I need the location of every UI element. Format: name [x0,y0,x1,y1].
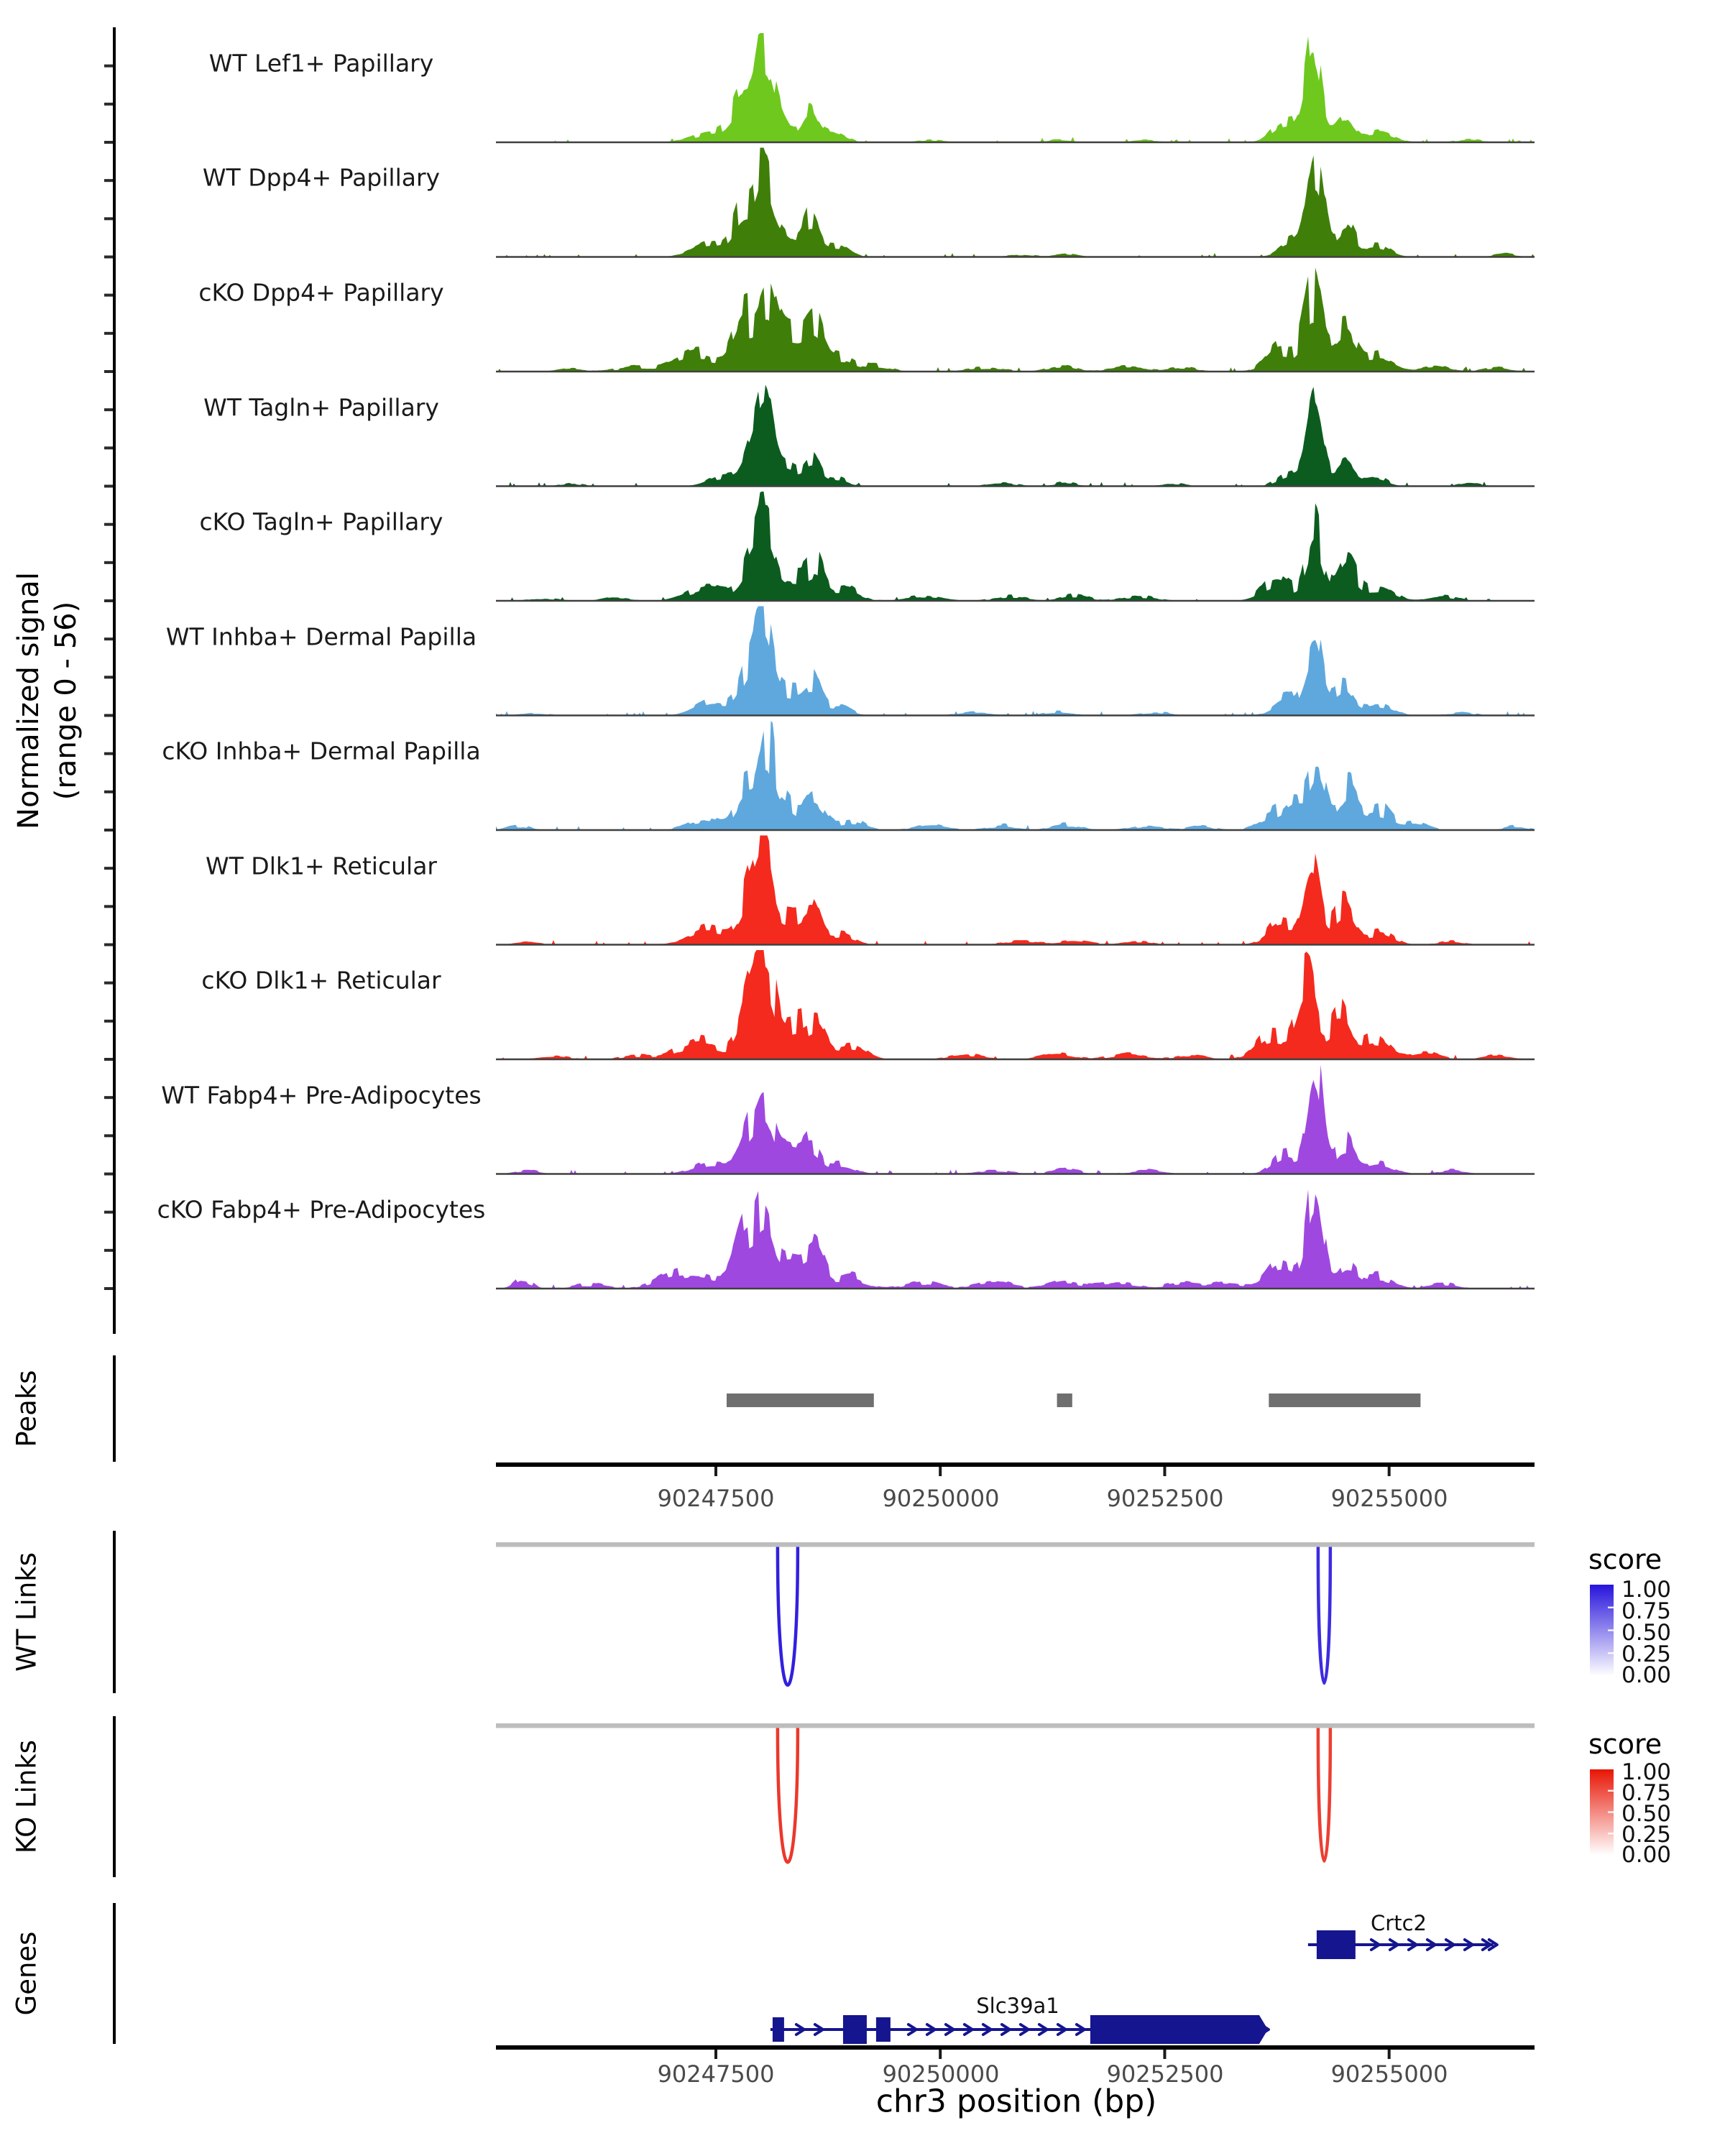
section-label-wt-links: WT Links [11,1552,42,1672]
colorbar-tick [1608,1790,1614,1792]
ko-links-baseline [496,1723,1535,1728]
signal-axis-tick [104,179,113,182]
signal-axis-tick [104,103,113,106]
track-label-cko-dlk1: cKO Dlk1+ Reticular [201,966,441,995]
peak-bar-3 [1269,1393,1420,1407]
signal-area-7 [496,721,1535,830]
section-label-ko-links: KO Links [11,1739,42,1854]
signal-area-1 [496,33,1535,142]
signal-axis-tick [104,294,113,297]
signal-axis-tick [104,1096,113,1099]
ko-score-label-075: 0.75 [1622,1780,1672,1806]
wt-link-arc-1 [778,1547,798,1685]
signal-axis-tick [104,408,113,411]
signal-axis-tick [104,829,113,831]
ko-links-spine [113,1716,116,1877]
signal-axis-tick [104,1249,113,1252]
mid-axis-tick-90250000: 90250000 [882,1485,1000,1512]
mid-axis-tick [714,1467,717,1476]
track-label-wt-tagln: WT Tagln+ Papillary [203,393,439,422]
bottom-axis-line [496,2045,1535,2050]
signal-axis-tick [104,982,113,985]
mid-axis-tick [939,1467,942,1476]
colorbar-tick [1608,1811,1614,1812]
signal-axis-tick [104,1211,113,1214]
wt-score-label-025: 0.25 [1622,1641,1672,1667]
signal-area-11 [496,1189,1535,1289]
colorbar-tick [1608,1629,1614,1631]
signal-axis-tick [104,1058,113,1061]
signal-axis-tick [104,446,113,449]
signal-axis-tick [104,1287,113,1290]
signal-axis-tick [104,867,113,870]
track-label-wt-inhba: WT Inhba+ Dermal Papilla [165,622,477,651]
signal-axis-tick [104,905,113,908]
signal-axis-spine [113,27,116,1334]
bottom-axis-tick-90250000: 90250000 [882,2060,1000,2088]
colorbar-tick [1608,1652,1614,1654]
signal-axis-tick [104,599,113,602]
signal-axis-tick [104,752,113,755]
signal-area-9 [496,950,1535,1059]
mid-axis-tick-90247500: 90247500 [657,1485,775,1512]
bottom-axis-tick [939,2050,942,2059]
track-label-cko-inhba: cKO Inhba+ Dermal Papilla [162,737,481,765]
gene-exon-slc39a1 [773,2017,784,2042]
wt-score-label-000: 0.00 [1622,1662,1672,1688]
signal-axis-tick [104,561,113,564]
signal-area-6 [496,607,1535,716]
signal-axis-tick [104,1173,113,1176]
wt-score-legend-title: score [1588,1544,1662,1575]
signal-axis-tick [104,523,113,526]
mid-axis-tick-90252500: 90252500 [1106,1485,1224,1512]
peak-bar-1 [727,1393,874,1407]
colorbar-tick [1608,1607,1614,1608]
mid-axis-tick-90255000: 90255000 [1330,1485,1448,1512]
signal-axis-tick [104,485,113,488]
wt-score-label-100: 1.00 [1622,1577,1672,1603]
gene-exon-crtc2 [1317,1930,1356,1959]
section-label-genes: Genes [11,1931,42,2016]
track-label-wt-dpp4: WT Dpp4+ Papillary [202,163,441,192]
wt-link-arc-2 [1318,1547,1330,1684]
signal-axis-label [10,572,85,829]
track-label-cko-fabp4: cKO Fabp4+ Pre-Adipocytes [157,1195,486,1224]
ko-link-arc-2 [1318,1728,1330,1861]
signal-area-8 [496,836,1535,945]
wt-score-label-075: 0.75 [1622,1598,1672,1624]
signal-axis-tick [104,256,113,259]
signal-axis-label-line1: Normalized signal [12,572,45,829]
colorbar-tick [1608,1833,1614,1834]
signal-area-2 [496,148,1535,257]
signal-axis-tick [104,217,113,220]
signal-axis-tick [104,141,113,144]
wt-links-baseline [496,1542,1535,1547]
signal-axis-tick [104,637,113,640]
x-axis-title: chr3 position (bp) [875,2083,1157,2120]
bottom-axis-tick [1163,2050,1166,2059]
gene-label-slc39a1: Slc39a1 [976,1994,1059,2018]
bottom-axis-tick [1388,2050,1391,2059]
mid-axis-tick [1388,1467,1391,1476]
bottom-axis-tick-90255000: 90255000 [1330,2060,1448,2088]
ko-score-label-000: 0.00 [1622,1842,1672,1868]
signal-axis-tick [104,1134,113,1137]
track-label-cko-tagln: cKO Tagln+ Papillary [199,507,443,536]
gene-exon-slc39a1 [843,2015,867,2044]
signal-axis-tick [104,332,113,335]
signal-area-3 [496,267,1535,372]
signal-area-10 [496,1065,1535,1174]
track-label-wt-dlk1: WT Dlk1+ Reticular [206,852,437,880]
gene-exon-slc39a1 [876,2017,891,2042]
signal-axis-tick [104,714,113,717]
section-label-peaks: Peaks [11,1370,42,1447]
signal-axis-tick [104,791,113,793]
ko-score-label-050: 0.50 [1622,1801,1672,1827]
bottom-axis-tick-90247500: 90247500 [657,2060,775,2088]
signal-area-4 [496,384,1535,486]
mid-axis-line [496,1462,1535,1467]
signal-axis-tick [104,370,113,373]
signal-axis-tick [104,1020,113,1023]
ko-link-arc-1 [778,1728,798,1863]
ko-score-label-100: 1.00 [1622,1759,1672,1785]
mid-axis-tick [1163,1467,1166,1476]
signal-axis-label-line2: (range 0 - 56) [50,601,83,801]
signal-axis-tick [104,65,113,68]
bottom-axis-tick [714,2050,717,2059]
gene-label-crtc2: Crtc2 [1371,1911,1427,1935]
ko-score-legend-title: score [1588,1728,1662,1760]
peaks-spine [113,1355,116,1462]
track-label-cko-dpp4: cKO Dpp4+ Papillary [198,278,444,307]
signal-axis-tick [104,676,113,678]
bottom-axis-tick-90252500: 90252500 [1106,2060,1224,2088]
gene-exon-slc39a1 [1090,2015,1268,2044]
wt-links-spine [113,1531,116,1693]
genes-spine [113,1903,116,2044]
ko-score-label-025: 0.25 [1622,1822,1672,1848]
track-label-wt-lef1: WT Lef1+ Papillary [208,49,434,78]
peak-bar-2 [1057,1393,1072,1407]
signal-axis-tick [104,944,113,946]
track-label-wt-fabp4: WT Fabp4+ Pre-Adipocytes [161,1081,482,1110]
wt-score-label-050: 0.50 [1622,1620,1672,1646]
signal-area-5 [496,492,1535,601]
